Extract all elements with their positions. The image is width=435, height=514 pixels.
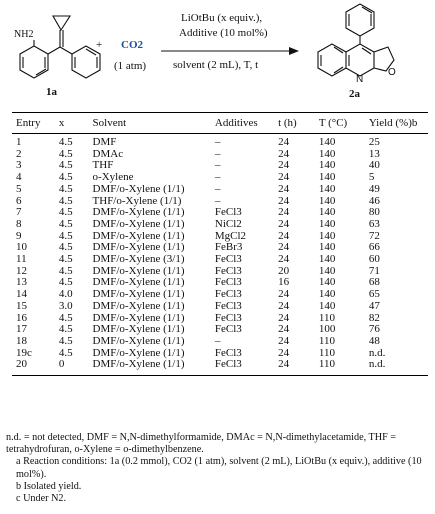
cell-time: 24	[278, 241, 290, 254]
cell-temperature: 140	[318, 253, 336, 266]
cell-solvent: DMF/o-Xylene (3/1)	[92, 253, 185, 266]
cell-temperature: 140	[318, 159, 336, 172]
reagent-line-1: LiOtBu (x equiv.),	[181, 12, 263, 24]
table-row	[12, 301, 428, 313]
cell-yield: 66	[368, 241, 380, 254]
cell-entry: 13	[16, 276, 27, 289]
cell-time: 24	[278, 147, 290, 160]
cell-solvent: DMF/o-Xylene (1/1)	[92, 288, 185, 301]
cell-temperature: 140	[318, 264, 336, 277]
cell-entry: 16	[16, 311, 27, 324]
cell-additive: FeCl3	[214, 311, 242, 324]
cell-x: 4.5	[58, 147, 73, 160]
cell-solvent: DMF/o-Xylene (1/1)	[92, 182, 185, 195]
table-body	[12, 134, 428, 376]
cell-x: 4.5	[58, 334, 73, 347]
cell-entry: 9	[16, 229, 22, 242]
table-row	[12, 149, 428, 161]
cell-yield: 13	[368, 147, 380, 160]
cell-temperature: 140	[318, 288, 336, 301]
cell-additive: MgCl2	[214, 229, 247, 242]
conditions-line: solvent (2 mL), T, t	[173, 59, 259, 71]
cell-yield: 48	[368, 334, 380, 347]
cell-temperature: 110	[318, 358, 335, 371]
cell-temperature: 140	[318, 276, 336, 289]
cell-solvent: THF	[92, 159, 114, 172]
co2-label: CO2	[121, 39, 143, 51]
cell-x: 4.5	[58, 323, 73, 336]
cell-additive: –	[214, 334, 221, 347]
cell-temperature: 140	[318, 206, 336, 219]
table-row	[12, 254, 428, 266]
abbreviations-note: n.d. = not detected, DMF = N,N-dimethylformamide, DMAc = N,N-dimethylacetamide, THF = tetrahydrofuran, o-Xylene = o-dimethylbenzene.	[6, 432, 397, 456]
cell-time: 24	[278, 358, 290, 371]
cell-time: 24	[278, 182, 290, 195]
cell-yield: 25	[368, 136, 380, 148]
cell-x: 4.5	[58, 311, 73, 324]
aniline-ring	[20, 46, 48, 78]
cell-additive: –	[214, 182, 221, 195]
cell-solvent: DMF/o-Xylene (1/1)	[92, 276, 185, 289]
cell-time: 24	[278, 323, 290, 336]
cell-entry: 1	[16, 136, 22, 148]
cell-temperature: 140	[318, 182, 336, 195]
header-additives: Additives	[214, 117, 258, 129]
cell-solvent: o-Xylene	[92, 171, 134, 184]
cell-temperature: 100	[318, 323, 336, 336]
table-row	[12, 219, 428, 231]
cell-time: 24	[278, 253, 290, 266]
cell-solvent: DMF/o-Xylene (1/1)	[92, 206, 185, 219]
cell-additive: FeCl3	[214, 299, 242, 312]
cell-yield: 72	[368, 229, 380, 242]
cell-additive: FeCl3	[214, 276, 242, 289]
cell-x: 4.5	[58, 182, 73, 195]
header-solvent: Solvent	[92, 117, 127, 129]
cell-time: 24	[278, 171, 290, 184]
cell-solvent: DMF/o-Xylene (1/1)	[92, 323, 185, 336]
cell-entry: 20	[16, 358, 27, 371]
cell-x: 4.5	[58, 264, 73, 277]
cell-x: 4.5	[58, 217, 73, 230]
cell-solvent: DMAc	[92, 147, 124, 160]
header-time: t (h)	[278, 117, 297, 129]
cell-x: 4.5	[58, 276, 73, 289]
cell-yield: 47	[368, 299, 380, 312]
cell-temperature: 140	[318, 299, 336, 312]
cell-additive: FeCl3	[214, 323, 242, 336]
cell-x: 4.0	[58, 288, 73, 301]
cell-entry: 5	[16, 182, 22, 195]
table-row	[12, 184, 428, 196]
cell-entry: 17	[16, 323, 27, 336]
cell-x: 4.5	[58, 241, 73, 254]
cell-time: 24	[278, 206, 290, 219]
cell-solvent: DMF/o-Xylene (1/1)	[92, 311, 185, 324]
footnote-c: c Under N2.	[16, 493, 67, 505]
cell-x: 3.0	[58, 299, 73, 312]
cell-x: 0	[58, 358, 65, 371]
cell-solvent: DMF/o-Xylene (1/1)	[92, 241, 185, 254]
cell-yield: n.d.	[368, 346, 386, 359]
cell-additive: –	[214, 136, 221, 148]
cell-yield: 40	[368, 159, 380, 172]
cell-yield: 5	[368, 171, 375, 184]
cell-time: 24	[278, 288, 290, 301]
cell-additive: FeCl3	[214, 264, 242, 277]
table-header-row	[12, 113, 428, 134]
cell-entry: 18	[16, 334, 27, 347]
cell-time: 24	[278, 311, 290, 324]
cell-entry: 19c	[16, 346, 32, 359]
cell-yield: 46	[368, 194, 380, 207]
cell-entry: 2	[16, 147, 22, 160]
header-yield: Yield (%)b	[368, 117, 418, 129]
cell-entry: 8	[16, 217, 22, 230]
table-row	[12, 324, 428, 336]
cell-additive: FeCl3	[214, 288, 242, 301]
cell-yield: n.d.	[368, 358, 386, 371]
cell-temperature: 110	[318, 311, 335, 324]
pressure-label: (1 atm)	[114, 60, 147, 72]
cell-entry: 7	[16, 206, 22, 219]
cell-additive: –	[214, 159, 221, 172]
cell-solvent: DMF	[92, 136, 117, 148]
cell-x: 4.5	[58, 194, 73, 207]
cell-entry: 3	[16, 159, 22, 172]
table-row	[12, 336, 428, 348]
atom-o-label: O	[388, 67, 396, 78]
phenyl-ring-2a	[346, 4, 374, 36]
footnote-b: b Isolated yield.	[16, 480, 82, 492]
cell-entry: 12	[16, 264, 27, 277]
cell-additive: NiCl2	[214, 217, 242, 230]
cell-entry: 10	[16, 241, 27, 254]
cell-temperature: 140	[318, 241, 336, 254]
table-notes	[6, 432, 430, 505]
cell-additive: FeCl3	[214, 206, 242, 219]
table-row	[12, 160, 428, 172]
cell-additive: –	[214, 147, 221, 160]
cell-solvent: DMF/o-Xylene (1/1)	[92, 358, 185, 371]
cell-temperature: 140	[318, 171, 336, 184]
cell-yield: 68	[368, 276, 380, 289]
cell-time: 24	[278, 217, 290, 230]
cell-temperature: 140	[318, 217, 336, 230]
cell-additive: FeCl3	[214, 346, 242, 359]
header-x: x	[58, 117, 65, 129]
cell-solvent: DMF/o-Xylene (1/1)	[92, 299, 185, 312]
cell-x: 4.5	[58, 253, 73, 266]
cell-yield: 49	[368, 182, 380, 195]
compound-2a-label: 2a	[349, 88, 360, 100]
atom-n-label: N	[356, 74, 364, 85]
compound-1a-label: 1a	[46, 86, 57, 98]
nh2-label: NH2	[14, 29, 34, 40]
cell-yield: 65	[368, 288, 380, 301]
cell-entry: 4	[16, 171, 22, 184]
cell-time: 24	[278, 299, 290, 312]
cell-x: 4.5	[58, 159, 73, 172]
cell-time: 24	[278, 229, 290, 242]
reagent-line-2: Additive (10 mol%)	[179, 27, 268, 39]
cell-entry: 14	[16, 288, 27, 301]
reaction-scheme	[0, 0, 435, 108]
cell-temperature: 140	[318, 136, 336, 148]
cell-x: 4.5	[58, 346, 73, 359]
cell-yield: 80	[368, 206, 380, 219]
cell-time: 24	[278, 136, 290, 148]
header-entry: Entry	[16, 117, 41, 129]
table-row	[12, 359, 428, 375]
cell-x: 4.5	[58, 206, 73, 219]
cell-time: 24	[278, 159, 290, 172]
cell-temperature: 110	[318, 334, 335, 347]
cell-additive: –	[214, 171, 221, 184]
cell-yield: 71	[368, 264, 380, 277]
plus-sign: +	[96, 39, 103, 51]
cell-time: 24	[278, 334, 290, 347]
cell-time: 24	[278, 346, 290, 359]
cell-yield: 76	[368, 323, 380, 336]
cell-solvent: THF/o-Xylene (1/1)	[92, 194, 182, 207]
cell-additive: –	[214, 194, 221, 207]
cell-additive: FeBr3	[214, 241, 243, 254]
cyclopropane-ring	[53, 16, 70, 30]
cell-yield: 82	[368, 311, 380, 324]
cell-additive: FeCl3	[214, 253, 242, 266]
table-row	[12, 172, 428, 184]
cell-yield: 63	[368, 217, 380, 230]
cell-temperature: 140	[318, 229, 336, 242]
header-temperature: T (°C)	[318, 117, 348, 129]
cell-solvent: DMF/o-Xylene (1/1)	[92, 264, 185, 277]
cell-solvent: DMF/o-Xylene (1/1)	[92, 229, 185, 242]
cell-time: 16	[278, 276, 290, 289]
cell-solvent: DMF/o-Xylene (1/1)	[92, 346, 185, 359]
cell-time: 24	[278, 194, 290, 207]
cell-solvent: DMF/o-Xylene (1/1)	[92, 217, 185, 230]
cell-x: 4.5	[58, 136, 73, 148]
table-row	[12, 134, 428, 149]
cell-temperature: 140	[318, 147, 336, 160]
cell-yield: 60	[368, 253, 380, 266]
cell-entry: 11	[16, 253, 27, 266]
cell-temperature: 110	[318, 346, 335, 359]
cell-x: 4.5	[58, 171, 73, 184]
reaction-arrowhead	[289, 47, 299, 55]
cell-solvent: DMF/o-Xylene (1/1)	[92, 334, 185, 347]
cell-temperature: 140	[318, 194, 336, 207]
cell-time: 20	[278, 264, 290, 277]
footnote-a: a Reaction conditions: 1a (0.2 mmol), CO2 (1 atm), solvent (2 mL), LiOtBu (x equiv.), additive (10 mol%).	[16, 456, 422, 480]
cell-entry: 15	[16, 299, 27, 312]
cell-additive: FeCl3	[214, 358, 242, 371]
product-benzo-ring	[318, 44, 346, 76]
cell-x: 4.5	[58, 229, 73, 242]
optimization-table	[12, 112, 428, 376]
cell-entry: 6	[16, 194, 22, 207]
